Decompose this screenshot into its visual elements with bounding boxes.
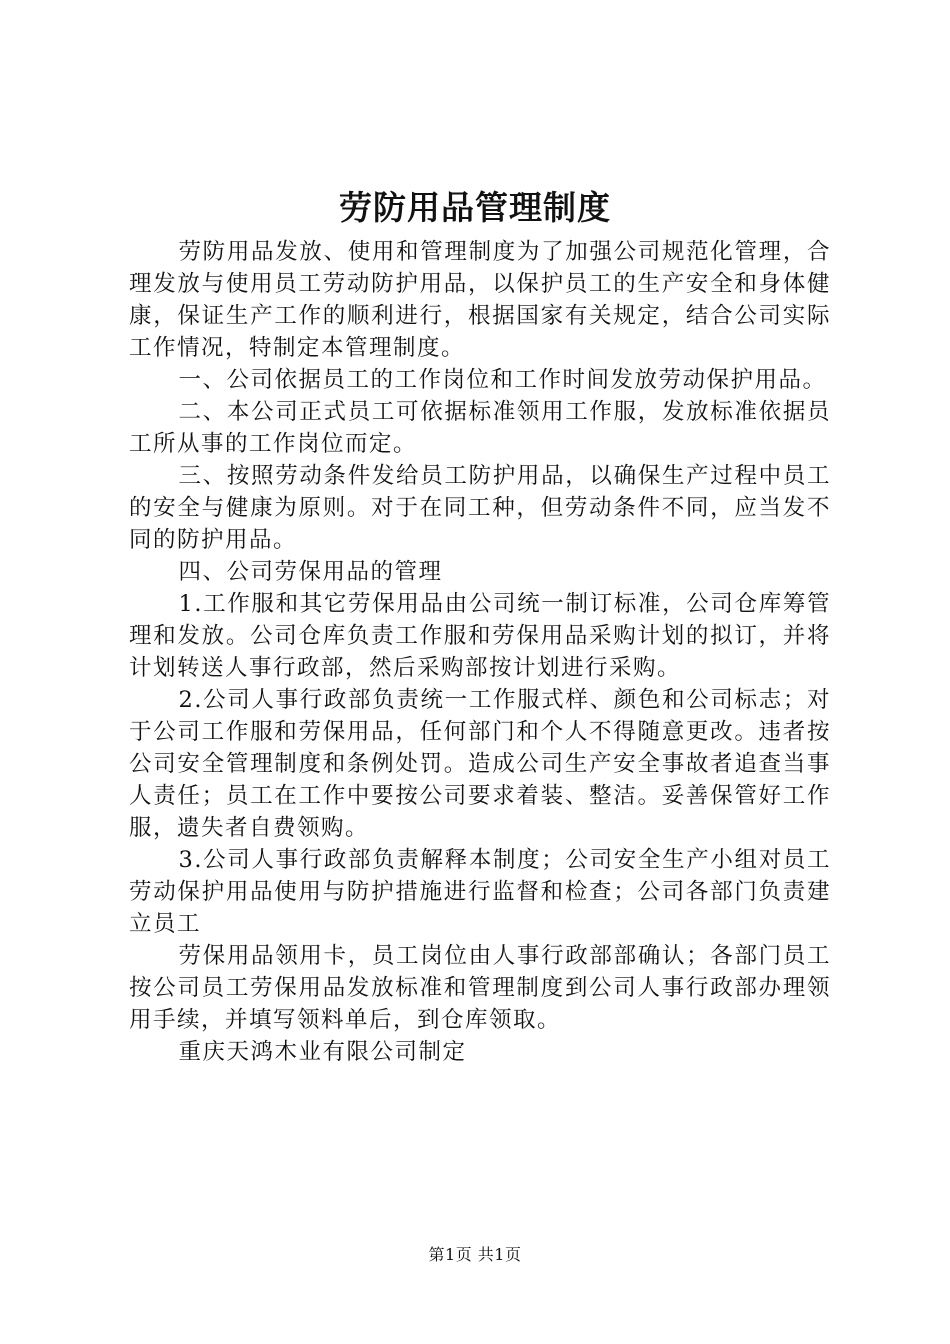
paragraph-signature: 重庆天鸿木业有限公司制定 — [178, 1039, 467, 1065]
page-number-footer: 第1页 共1页 — [428, 1245, 522, 1264]
paragraph-continuation: 劳保用品领用卡，员工岗位由人事行政部部确认；各部门员工按公司员工劳保用品发放标准和管理制度到公司人事行政部办理领用手续，并填写领料单后，到仓库领取。 — [129, 943, 831, 1033]
document-body — [129, 236, 831, 1068]
paragraph-subitem-1: 1.工作服和其它劳保用品由公司统一制订标准，公司仓库筹管理和发放。公司仓库负责工作服和劳保用品采购计划的拟订，并将计划转送人事行政部，然后采购部按计划进行采购。 — [129, 591, 831, 681]
paragraph-item-1: 一、公司依据员工的工作岗位和工作时间发放劳动保护用品。 — [178, 367, 827, 393]
paragraph-item-4-heading: 四、公司劳保用品的管理 — [178, 559, 443, 585]
paragraph-item-2: 二、本公司正式员工可依据标准领用工作服，发放标准依据员工所从事的工作岗位而定。 — [129, 399, 831, 457]
document-title: 劳防用品管理制度 — [339, 188, 611, 227]
paragraph-subitem-3: 3.公司人事行政部负责解释本制度；公司安全生产小组对员工劳动保护用品使用与防护措施进行监督和检查；公司各部门负责建立员工 — [129, 847, 831, 937]
paragraph-subitem-2: 2.公司人事行政部负责统一工作服式样、颜色和公司标志；对于公司工作服和劳保用品，任何部门和个人不得随意更改。违者按公司安全管理制度和条例处罚。造成公司生产安全事故者追查当事人责任；员工在工作中要按公司要求着装、整洁。妥善保管好工作服，遗失者自费领购。 — [129, 687, 831, 841]
paragraph-item-3: 三、按照劳动条件发给员工防护用品，以确保生产过程中员工的安全与健康为原则。对于在同工种，但劳动条件不同，应当发不同的防护用品。 — [129, 463, 831, 553]
paragraph-intro: 劳防用品发放、使用和管理制度为了加强公司规范化管理，合理发放与使用员工劳动防护用品，以保护员工的生产安全和身体健康，保证生产工作的顺利进行，根据国家有关规定，结合公司实际工作情况，特制定本管理制度。 — [129, 239, 831, 361]
